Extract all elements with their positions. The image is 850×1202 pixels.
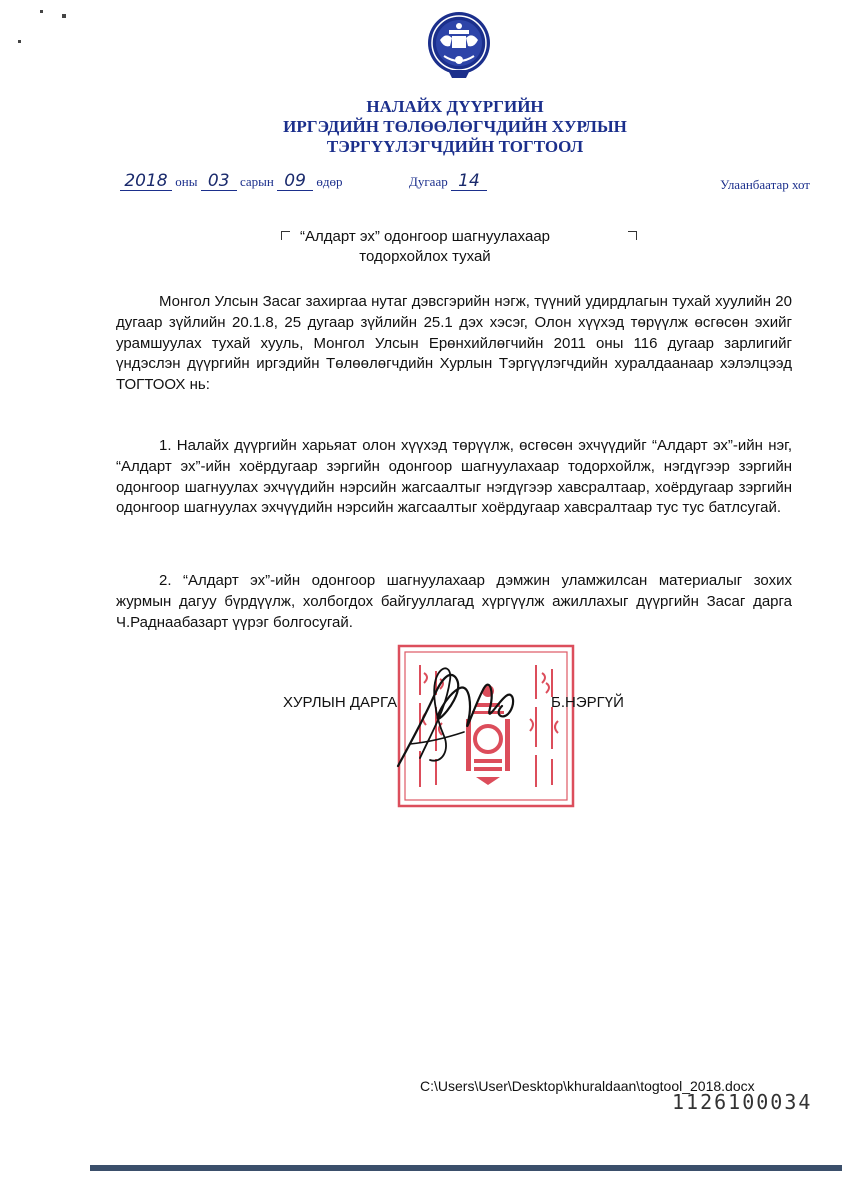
date-day: 09 xyxy=(277,172,313,191)
handwritten-signature xyxy=(390,648,540,783)
scan-speck xyxy=(18,40,21,43)
file-path: C:\Users\User\Desktop\khuraldaan\togtool_2018.docx xyxy=(420,1078,755,1094)
number-label: Дугаар xyxy=(408,174,448,189)
header-line-resolution: ТЭРГҮҮЛЭГЧДИЙН ТОГТООЛ xyxy=(326,137,584,156)
resolution-item-2: 2. “Алдарт эх”-ийн одонгоор шагнуулахаар дэмжин уламжилсан материалыг зохих журмын дагуу бүрдүүлж, холбогдох байгууллагад хүргүүлж ажиллахыг дүүргийн Засаг дарга Ч.Раднаабазарт үүрэг болгосугай. xyxy=(116,572,792,631)
title-line-1: “Алдарт эх” одонгоор шагнуулахаар xyxy=(299,228,551,245)
resolution-title xyxy=(0,227,850,267)
date-year: 2018 xyxy=(120,172,172,191)
dateline xyxy=(120,172,810,198)
resolution-item-1: 1. Налайх дүүргийн харьяат олон хүүхэд төрүүлж, өсгөсөн эхчүүдийг “Алдарт эх”-ийн нэг, “Алдарт эх”-ийн хоёрдугаар зэргийн одонгоор шагнуулахаар тодорхойлж, нэгдүгээр зэргийн одонгоор шагнуулах эхчүүдийн нэрсийн жагсаалтыг нэгдүгээр хавсралтаар, хоёрдугаар зэргийн одонгоор шагнуулах эхчүүдийн нэрсийн жагсаалтыг хоёрдугаар хавсралтаар тус тус батлсугай. xyxy=(116,437,792,517)
preamble-paragraph: Монгол Улсын Засаг захиргаа нутаг дэвсгэрийн нэгж, түүний удирдлагын тухай хуулийн 20 дугаар зүйлийн 20.1.8, 25 дугаар зүйлийн 25.1 дэх хэсэг, Олон хүүхэд төрүүлж өсгөсөн эхийг урамшуулах тухай хууль, Монгол Улсын Ерөнхийлөгчийн 2011 оны 116 дугаар зарлигийг үндэслэн дүүргийн иргэдийн Төлөөлөгчдийн Хурлын Тэргүүлэгчдийн хуралдаанаар хэлэлцээд ТОГТООХ нь: xyxy=(116,293,792,394)
scan-bottom-bar xyxy=(90,1165,842,1171)
signer-name: Б.НЭРГҮЙ xyxy=(551,694,624,711)
resolution-number: 14 xyxy=(451,172,487,191)
title-line-2: тодорхойлох тухай xyxy=(359,248,491,265)
document-number-stamp: 1126100034 xyxy=(672,1090,813,1114)
city-label: Улаанбаатар хот xyxy=(720,177,810,192)
scan-speck xyxy=(40,10,43,13)
header-line-district: НАЛАЙХ ДҮҮРГИЙН xyxy=(366,97,544,116)
date-month-label: сарын xyxy=(239,174,274,189)
date-month: 03 xyxy=(201,172,237,191)
signer-title: ХУРЛЫН ДАРГА xyxy=(283,694,398,711)
date-day-label: өдөр xyxy=(316,174,343,189)
state-emblem-icon xyxy=(426,10,492,80)
scan-speck xyxy=(62,14,66,18)
date-year-label: оны xyxy=(175,174,198,189)
header-line-council: ИРГЭДИЙН ТӨЛӨӨЛӨГЧДИЙН ХУРЛЫН xyxy=(283,117,627,136)
